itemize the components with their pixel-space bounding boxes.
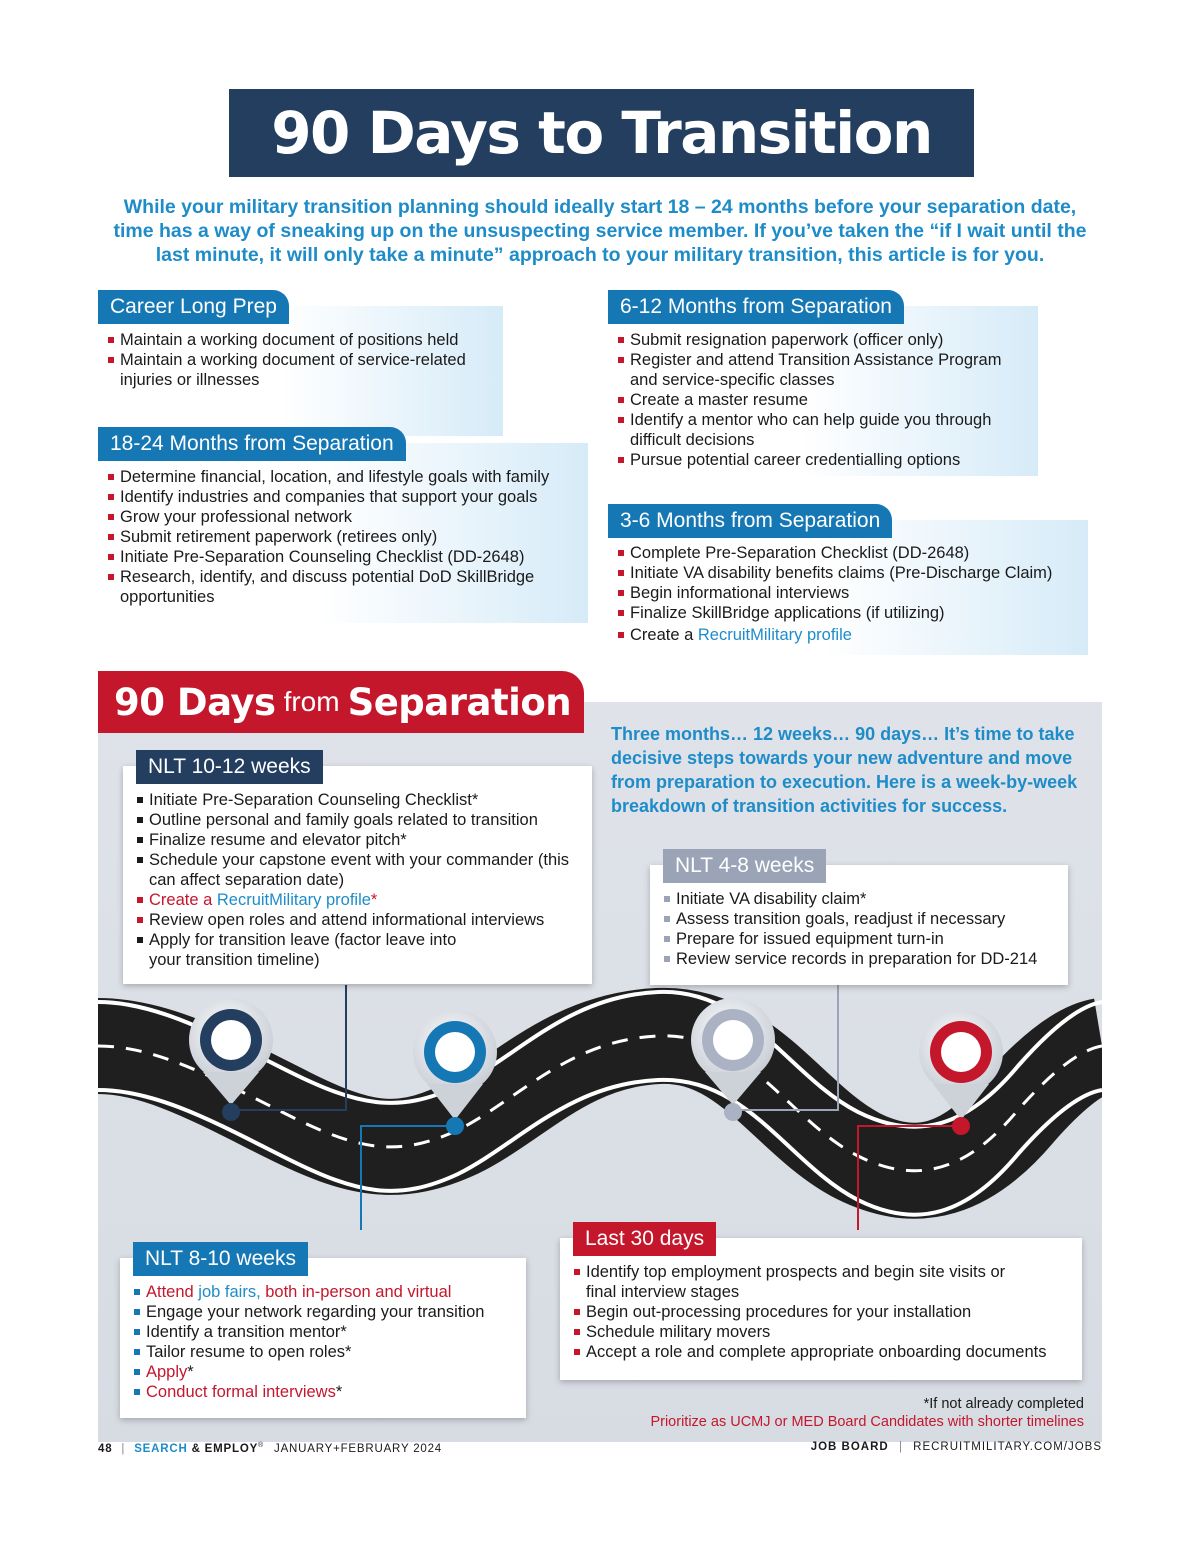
list-item: Initiate Pre-Separation Counseling Checklist (DD-2648): [107, 547, 582, 567]
list-item: Outline personal and family goals related to transition: [136, 810, 586, 830]
list-item: Maintain a working document of service-related injuries or illnesses: [107, 350, 497, 390]
list-item-text: Create a: [630, 626, 698, 644]
list-item: Begin out-processing procedures for your installation: [573, 1302, 1078, 1322]
list-item: Review open roles and attend informational interviews: [136, 910, 586, 930]
nlt-8-10-heading: NLT 8-10 weeks: [133, 1242, 308, 1276]
list-item: Accept a role and complete appropriate onboarding documents: [573, 1342, 1078, 1362]
list-item: Identify top employment prospects and begin site visits or final interview stages: [573, 1262, 1018, 1302]
list-item: Review service records in preparation for DD-214: [663, 949, 1063, 969]
nlt-10-12-card: [123, 755, 592, 984]
list-item: [133, 1362, 523, 1382]
list-item-text: Conduct formal interviews: [146, 1383, 336, 1401]
months-6-12-card: [608, 295, 1038, 476]
months-6-12-list: [617, 330, 1032, 470]
months-18-24-card: [98, 432, 588, 623]
intro-paragraph: While your military transition planning should ideally start 18 – 24 months before your separation date, time has a way of sneaking up on the unsuspecting service member. If you’ve taken the “if I wait until the last minute, it will only take a minute” approach to your military transition, this article is for you.: [113, 196, 1087, 266]
heading-part: 90 Days: [114, 680, 276, 724]
last-30-heading: Last 30 days: [573, 1222, 716, 1256]
list-item: Assess transition goals, readjust if necessary: [663, 909, 1063, 929]
career-long-heading: Career Long Prep: [98, 290, 289, 324]
brand-search: SEARCH: [134, 1442, 188, 1455]
footer-separator: |: [898, 1441, 903, 1453]
footer-right: [811, 1441, 1102, 1453]
page-title: 90 Days to Transition: [271, 99, 932, 167]
list-item: Identify a mentor who can help guide you through difficult decisions: [617, 410, 1032, 450]
list-item: Grow your professional network: [107, 507, 582, 527]
asterisk: *: [335, 1383, 343, 1401]
issue-date: JANUARY+FEBRUARY 2024: [274, 1442, 442, 1455]
list-item: Initiate VA disability claim*: [663, 889, 1063, 909]
ninety-days-tagline: Three months… 12 weeks… 90 days… It’s time to take decisive steps towards your new adventure and move from preparation to execution. Here is a week-by-week breakdown of transition activities for success.: [611, 724, 1078, 816]
list-item: Finalize resume and elevator pitch*: [136, 830, 586, 850]
months-6-12-heading: 6-12 Months from Separation: [608, 290, 904, 324]
list-item-text: Attend: [146, 1283, 199, 1301]
career-long-list: [107, 330, 497, 390]
nlt-8-10-list: [133, 1282, 523, 1402]
job-fairs-link[interactable]: job fairs,: [198, 1283, 261, 1301]
list-item: [617, 625, 1087, 645]
list-item: Complete Pre-Separation Checklist (DD-2648): [617, 543, 1087, 563]
nlt-4-8-card: [650, 854, 1068, 985]
nlt-10-12-list: [136, 790, 586, 970]
last-30-card: [560, 1227, 1082, 1380]
list-item: Submit resignation paperwork (officer only): [617, 330, 1032, 350]
list-item: Research, identify, and discuss potential DoD SkillBridge opportunities: [107, 567, 582, 607]
recruitmilitary-profile-link[interactable]: RecruitMilitary profile: [697, 626, 852, 644]
list-item: Schedule your capstone event with your commander (this can affect separation date): [136, 850, 586, 890]
nlt-10-12-heading: NLT 10-12 weeks: [136, 750, 323, 784]
months-18-24-list: [107, 467, 582, 607]
title-banner: [229, 89, 974, 177]
recruitmilitary-profile-link[interactable]: RecruitMilitary profile: [216, 891, 371, 909]
list-item: Initiate Pre-Separation Counseling Checklist*: [136, 790, 586, 810]
list-item-text: Apply: [146, 1363, 188, 1381]
months-3-6-heading: 3-6 Months from Separation: [608, 504, 892, 538]
list-item: Pursue potential career credentialling options: [617, 450, 1032, 470]
prioritize-note: Prioritize as UCMJ or MED Board Candidates with shorter timelines: [650, 1414, 1084, 1430]
heading-part: from: [283, 686, 340, 717]
months-3-6-card: [608, 509, 1088, 655]
registered-mark: ®: [258, 1442, 265, 1449]
list-item: Register and attend Transition Assistance Program and service-specific classes: [617, 350, 1032, 390]
road-illustration: [98, 980, 1102, 1230]
heading-part: Separation: [347, 680, 572, 724]
last-30-list: [573, 1262, 1078, 1362]
page-number: 48: [98, 1442, 113, 1455]
list-item: Determine financial, location, and lifestyle goals with family: [107, 467, 582, 487]
list-item-text: both in-person and virtual: [260, 1283, 452, 1301]
list-item: Finalize SkillBridge applications (if utilizing): [617, 603, 1087, 623]
asterisk-note: *If not already completed: [923, 1396, 1084, 1412]
months-3-6-list: [617, 543, 1087, 645]
jobs-url-link[interactable]: RECRUITMILITARY.COM/JOBS: [913, 1441, 1102, 1453]
list-item: Initiate VA disability benefits claims (Pre-Discharge Claim): [617, 563, 1087, 583]
footnotes: [650, 1395, 1084, 1431]
brand-employ: & EMPLOY: [191, 1442, 259, 1455]
list-item: Prepare for issued equipment turn-in: [663, 929, 1063, 949]
job-board-label: JOB BOARD: [810, 1441, 889, 1453]
asterisk: *: [187, 1363, 194, 1381]
ninety-days-heading: [98, 671, 584, 733]
list-item: Engage your network regarding your transition: [133, 1302, 523, 1322]
list-item: [136, 890, 586, 910]
footer-left: [98, 1442, 442, 1455]
months-18-24-heading: 18-24 Months from Separation: [98, 427, 406, 461]
list-item: Schedule military movers: [573, 1322, 1078, 1342]
list-item-text: Create a: [149, 891, 217, 909]
list-item: Create a master resume: [617, 390, 1032, 410]
list-item: Maintain a working document of positions held: [107, 330, 497, 350]
asterisk: *: [370, 891, 378, 909]
list-item: Begin informational interviews: [617, 583, 1087, 603]
nlt-4-8-list: [663, 889, 1063, 969]
nlt-4-8-heading: NLT 4-8 weeks: [663, 849, 826, 883]
nlt-8-10-card: [120, 1247, 526, 1418]
career-long-card: [98, 295, 503, 436]
list-item: Tailor resume to open roles*: [133, 1342, 523, 1362]
list-item: Apply for transition leave (factor leave into your transition timeline): [136, 930, 476, 970]
list-item: [133, 1382, 523, 1402]
list-item: Identify industries and companies that support your goals: [107, 487, 582, 507]
footer-separator: |: [121, 1442, 126, 1455]
list-item: Identify a transition mentor*: [133, 1322, 523, 1342]
list-item: Submit retirement paperwork (retirees only): [107, 527, 582, 547]
list-item: [133, 1282, 523, 1302]
